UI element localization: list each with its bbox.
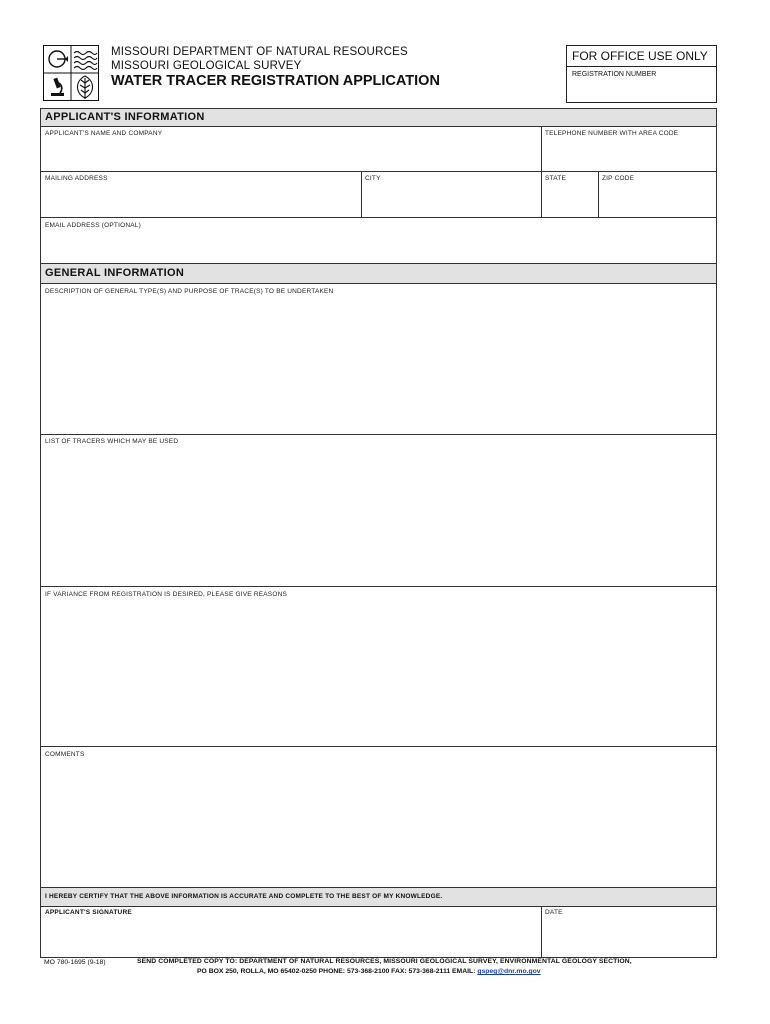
- address-line: [197, 968, 541, 975]
- state-field[interactable]: [542, 171, 598, 217]
- send-to-line: SEND COMPLETED COPY TO: DEPARTMENT OF NATURAL RESOURCES, MISSOURI GEOLOGICAL SURVEY, ENVIRONMENTAL GEOLOGY SECTION,: [137, 958, 632, 965]
- email-field[interactable]: [41, 217, 717, 263]
- dnr-logo: [43, 45, 99, 101]
- mailing-address-field[interactable]: [41, 171, 361, 217]
- applicant-section-title: APPLICANT'S INFORMATION: [45, 111, 205, 123]
- tracers-label: LIST OF TRACERS WHICH MAY BE USED: [45, 438, 179, 445]
- survey-name: MISSOURI GEOLOGICAL SURVEY: [111, 60, 302, 72]
- city-field[interactable]: [362, 171, 541, 217]
- form-number: MO 780-1695 (9-18): [44, 959, 106, 966]
- description-label: DESCRIPTION OF GENERAL TYPE(S) AND PURPOSE OF TRACE(S) TO BE UNDERTAKEN: [45, 288, 334, 295]
- signature-label: APPLICANT'S SIGNATURE: [45, 909, 132, 916]
- zip-code-field[interactable]: [599, 171, 717, 217]
- office-use-box: [566, 45, 717, 103]
- general-section-header: [41, 263, 716, 284]
- address-phone-fax: PO BOX 250, ROLLA, MO 65402-0250 PHONE: 573-368-2100 FAX: 573-368-2111 EMAIL:: [197, 968, 478, 975]
- mailing-address-label: MAILING ADDRESS: [45, 175, 108, 182]
- applicant-section-header: [41, 109, 716, 127]
- email-link[interactable]: gspeg@dnr.mo.gov: [477, 968, 541, 975]
- city-label: CITY: [365, 175, 381, 182]
- zip-code-label: ZIP CODE: [602, 175, 635, 182]
- general-section-title: GENERAL INFORMATION: [45, 267, 185, 279]
- comments-label: COMMENTS: [45, 751, 85, 758]
- office-use-label: FOR OFFICE USE ONLY: [572, 49, 708, 63]
- variance-label: IF VARIANCE FROM REGISTRATION IS DESIRED, PLEASE GIVE REASONS: [45, 591, 288, 598]
- signature-field[interactable]: [41, 906, 541, 958]
- phone-field[interactable]: [542, 126, 717, 171]
- phone-label: TELEPHONE NUMBER WITH AREA CODE: [545, 130, 679, 137]
- application-form: [40, 108, 717, 958]
- date-label: DATE: [545, 909, 563, 916]
- description-field[interactable]: [41, 284, 717, 434]
- department-name: MISSOURI DEPARTMENT OF NATURAL RESOURCES: [111, 46, 408, 58]
- state-label: STATE: [545, 175, 566, 182]
- tracers-field[interactable]: [41, 435, 717, 586]
- applicant-name-field[interactable]: [41, 126, 541, 171]
- applicant-name-label: APPLICANT'S NAME AND COMPANY: [45, 130, 163, 137]
- date-field[interactable]: [542, 906, 717, 958]
- certify-statement: I HEREBY CERTIFY THAT THE ABOVE INFORMATION IS ACCURATE AND COMPLETE TO THE BEST OF MY KNOWLEDGE.: [45, 893, 443, 900]
- email-label: EMAIL ADDRESS (OPTIONAL): [45, 222, 141, 229]
- variance-field[interactable]: [41, 587, 717, 746]
- certify-bar: [41, 887, 716, 907]
- registration-number-label: REGISTRATION NUMBER: [572, 71, 657, 78]
- form-title: WATER TRACER REGISTRATION APPLICATION: [111, 73, 440, 89]
- comments-field[interactable]: [41, 747, 717, 887]
